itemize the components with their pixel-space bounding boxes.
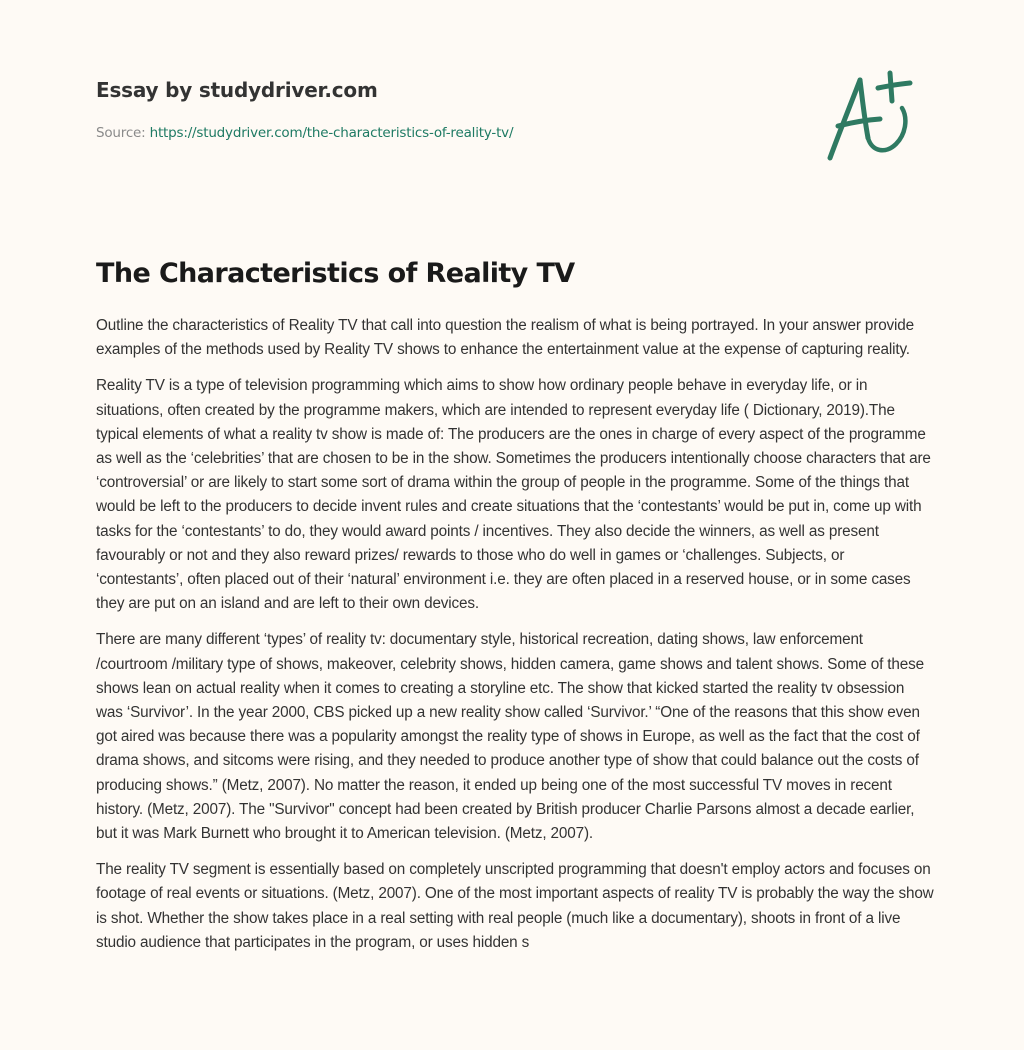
site-header (96, 76, 796, 143)
source-line (96, 123, 796, 143)
paragraph: Outline the characteristics of Reality TV that call into question the realism of what is being portrayed. In your answer provide examples of the methods used by Reality TV shows to enhance the entertainment value at the expense of capturing reality. (96, 317, 915, 359)
a-plus-grade-icon (818, 66, 928, 166)
brand-title: Essay by studydriver.com (96, 78, 378, 102)
paragraph: Reality TV is a type of television programming which aims to show how ordinary people behave in everyday life, or in situations, often created by the programme makers, which are intended to represent everyday life ( Dictionary, 2019).The typical elements of what a reality tv show is made of: The producers are the ones in charge of every aspect of the programme as well as the ‘celebrities’ that are chosen to be in the show. Sometimes the producers intentionally choose characters that are ‘controversial’ or are likely to start some sort of drama within the group of people in the programme. Some of the things that would be left to the producers to decide invent rules and create situations that the ‘contestants’ would be put in, come up with tasks for the ‘contestants’ to do, they would award points / incentives. They also decide the winners, as well as present favourably or not and they also reward prizes/ rewards to those who do well in games or ‘challenges. Subjects, or ‘contestants’, often placed out of their ‘natural’ environment i.e. they are often placed in a reserved house, or in some cases they are put on an island and are left to their own devices. (96, 377, 931, 613)
source-label: Source: (96, 125, 150, 141)
source-link[interactable]: https://studydriver.com/the-characteristics-of-reality-tv/ (149, 125, 514, 141)
page-title: The Characteristics of Reality TV (96, 258, 575, 289)
paragraph: The reality TV segment is essentially based on completely unscripted programming that doesn't employ actors and focuses on footage of real events or situations. (Metz, 2007). One of the most important aspects of reality TV is probably the way the show is shot. Whether the show takes place in a real setting with real people (much like a documentary), shoots in front of a live studio audience that participates in the program, or uses hidden s (96, 861, 934, 951)
paragraph: There are many different ‘types’ of reality tv: documentary style, historical recreation, dating shows, law enforcement /courtroom /military type of shows, makeover, celebrity shows, hidden camera, game shows and talent shows. Some of these shows lean on actual reality when it comes to creating a storyline etc. The show that kicked started the reality tv obsession was ‘Survivor’. In the year 2000, CBS picked up a new reality show called ‘Survivor.’ “One of the reasons that this show even got aired was because there was a popularity amongst the reality type of shows in Europe, as well as the fact that the cost of drama shows, and sitcoms were rising, and they needed to produce another type of show that could balance out the costs of producing shows.” (Metz, 2007). No matter the reason, it ended up being one of the most successful TV moves in recent history. (Metz, 2007). The "Survivor" concept had been created by British producer Charlie Parsons almost a decade earlier, but it was Mark Burnett who brought it to American television. (Metz, 2007). (96, 631, 924, 843)
article-body (96, 314, 934, 967)
